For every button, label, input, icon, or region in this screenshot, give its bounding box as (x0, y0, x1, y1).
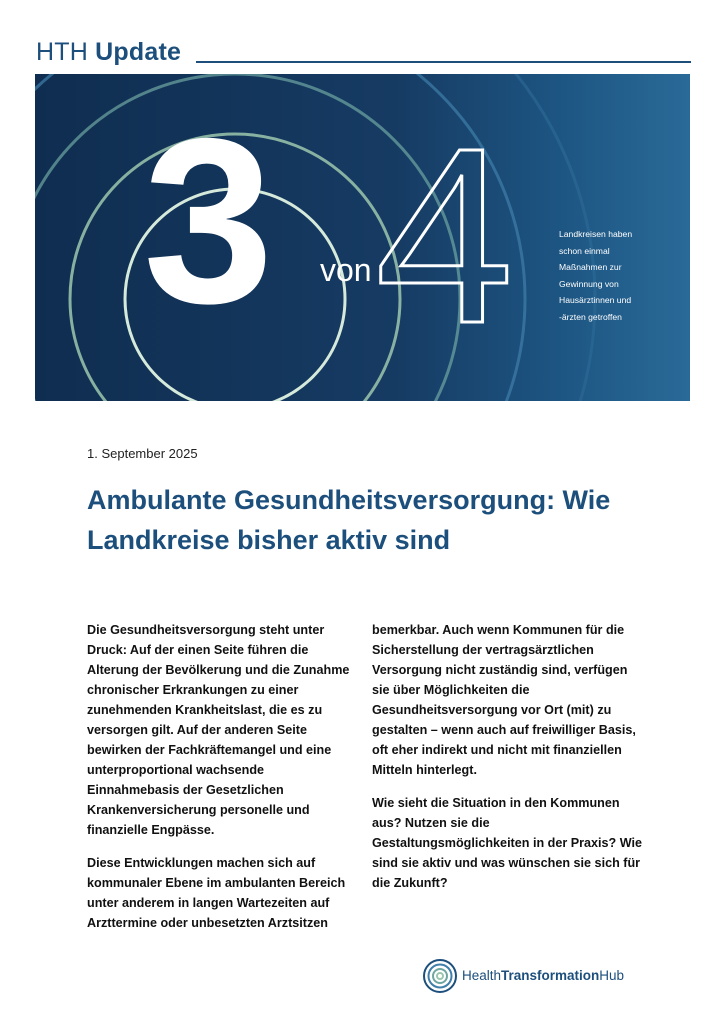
total-number: 4 (375, 96, 515, 375)
paragraph: Die Gesundheitsversorgung steht unter Druck: Auf der einen Seite führen die Alterung der Bevölkerung und die Zunahme chronischer Erkrankungen zu einer zunehmenden Krankheitslast, die es zu versorgen gilt. Auf der anderen Seite bewirken der Fachkräftemangel und eine unterproportional wachsende Einnahmebasis der Gesetzlichen Krankenversicherung personelle und finanzielle Engpässe. (87, 623, 350, 837)
header-title-bold: Update (95, 38, 182, 66)
footer-logo (422, 958, 662, 996)
article-headline: Ambulante Gesundheitsversorgung: Wie Landkreise bisher aktiv sind (87, 485, 611, 555)
caption-line: Landkreisen haben (559, 229, 633, 239)
hub-logo-icon (422, 958, 458, 994)
paragraph: Wie sieht die Situation in den Kommunen aus? Nutzen sie die Gestaltungsmöglichkeiten in der Praxis? Wie sind sie aktiv und was wünschen sie sich für die Zukunft? (372, 796, 643, 890)
caption-line: Hausärztinnen und (559, 295, 632, 305)
header-rule (196, 61, 691, 63)
caption-line: Gewinnung von (559, 278, 619, 289)
caption-line: Maßnahmen zur (559, 262, 622, 272)
connector-text: von (320, 252, 372, 288)
body-column-right (372, 620, 647, 906)
header-title (36, 38, 181, 67)
big-number: 3 (143, 89, 274, 352)
caption-line: -ärzten getroffen (559, 311, 622, 322)
paragraph: Diese Entwicklungen machen sich auf kommunaler Ebene im ambulanten Bereich unter anderem in langen Wartezeiten auf Arzttermine oder unbesetzten Arztsitzen (87, 856, 346, 930)
caption-line: schon einmal (559, 245, 610, 256)
body-column-left (87, 620, 357, 946)
hero-infographic (35, 74, 690, 401)
logo-wordmark (462, 968, 624, 983)
hero-caption (559, 226, 671, 325)
publication-date: 1. September 2025 (87, 446, 198, 461)
page-header (36, 38, 691, 72)
logo-word-transformation: Transformation (501, 968, 600, 983)
header-title-light: HTH (36, 38, 88, 66)
paragraph: bemerkbar. Auch wenn Kommunen für die Sicherstellung der vertragsärztlichen Versorgung nicht zuständig sind, verfügen sie über Möglichkeiten die Gesundheitsversorgung vor Ort (mit) zu gestalten – wenn auch auf freiwilliger Basis, oft eher indirekt und nicht mit finanziellen Mitteln hinterlegt. (372, 623, 636, 777)
logo-word-hub: Hub (599, 968, 625, 983)
logo-word-health: Health (462, 968, 502, 983)
